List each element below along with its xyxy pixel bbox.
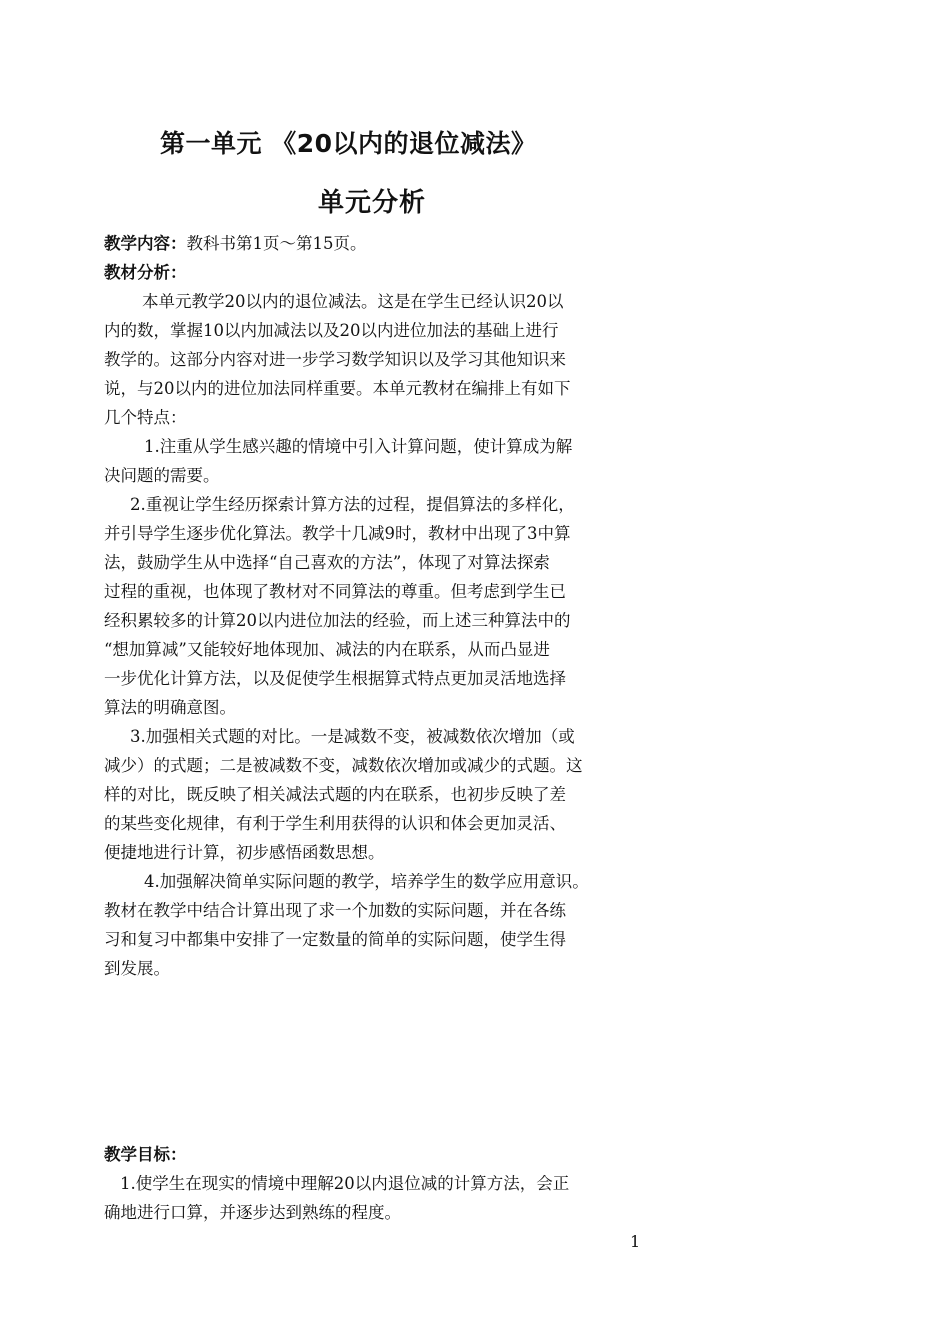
teaching-content-text: 教科书第1页～第15页。 [186,234,367,253]
unit-subtitle: 单元分析 [318,188,427,218]
analysis-line: 减少）的式题；二是被减数不变，减数依次增加或减少的式题。这 [104,756,583,775]
analysis-line: 一步优化计算方法，以及促使学生根据算式特点更加灵活地选择 [104,669,566,688]
analysis-line: 教材在教学中结合计算出现了求一个加数的实际问题，并在各练 [104,901,566,920]
analysis-line: 内的数，掌握10以内加减法以及20以内进位加法的基础上进行 [104,321,559,340]
analysis-line: 几个特点： [104,408,187,427]
unit-title: 第一单元 《20以内的退位减法》 [160,129,537,158]
analysis-line: 教学的。这部分内容对进一步学习数学知识以及学习其他知识来 [104,350,566,369]
analysis-line: 过程的重视，也体现了教材对不同算法的尊重。但考虑到学生已 [104,582,566,601]
analysis-line: 1.注重从学生感兴趣的情境中引入计算问题，使计算成为解 [144,437,573,456]
analysis-line: 法，鼓励学生从中选择“自己喜欢的方法”，体现了对算法探索 [104,553,550,572]
objective-line: 1.使学生在现实的情境中理解20以内退位减的计算方法，会正 [120,1174,570,1193]
analysis-line: 样的对比，既反映了相关减法式题的内在联系，也初步反映了差 [104,785,566,804]
analysis-line: 4.加强解决简单实际问题的教学，培养学生的数学应用意识。 [144,872,589,891]
analysis-line: 算法的明确意图。 [104,698,236,717]
analysis-line: 决问题的需要。 [104,466,220,485]
analysis-line: 到发展。 [104,959,170,978]
page-number: 1 [630,1232,641,1251]
objective-line: 确地进行口算，并逐步达到熟练的程度。 [104,1203,401,1222]
analysis-line: 说，与20以内的进位加法同样重要。本单元教材在编排上有如下 [104,379,571,398]
analysis-line: 的某些变化规律，有利于学生利用获得的认识和体会更加灵活、 [104,814,566,833]
analysis-line: 便捷地进行计算，初步感悟函数思想。 [104,843,385,862]
analysis-line: 2.重视让学生经历探索计算方法的过程，提倡算法的多样化， [130,495,575,514]
teaching-content-line [104,229,664,258]
analysis-label: 教材分析： [104,263,187,282]
teaching-content-label: 教学内容： [104,234,187,253]
analysis-line: “想加算减”又能较好地体现加、减法的内在联系，从而凸显进 [104,640,550,659]
analysis-line: 并引导学生逐步优化算法。教学十几减9时，教材中出现了3中算 [104,524,571,543]
analysis-line: 本单元教学20以内的退位减法。这是在学生已经认识20以 [142,292,564,311]
objectives-label: 教学目标： [104,1145,187,1164]
analysis-line: 习和复习中都集中安排了一定数量的简单的实际问题，使学生得 [104,930,566,949]
analysis-line: 经积累较多的计算20以内进位加法的经验，而上述三种算法中的 [104,611,571,630]
analysis-line: 3.加强相关式题的对比。一是减数不变，被减数依次增加（或 [130,727,575,746]
